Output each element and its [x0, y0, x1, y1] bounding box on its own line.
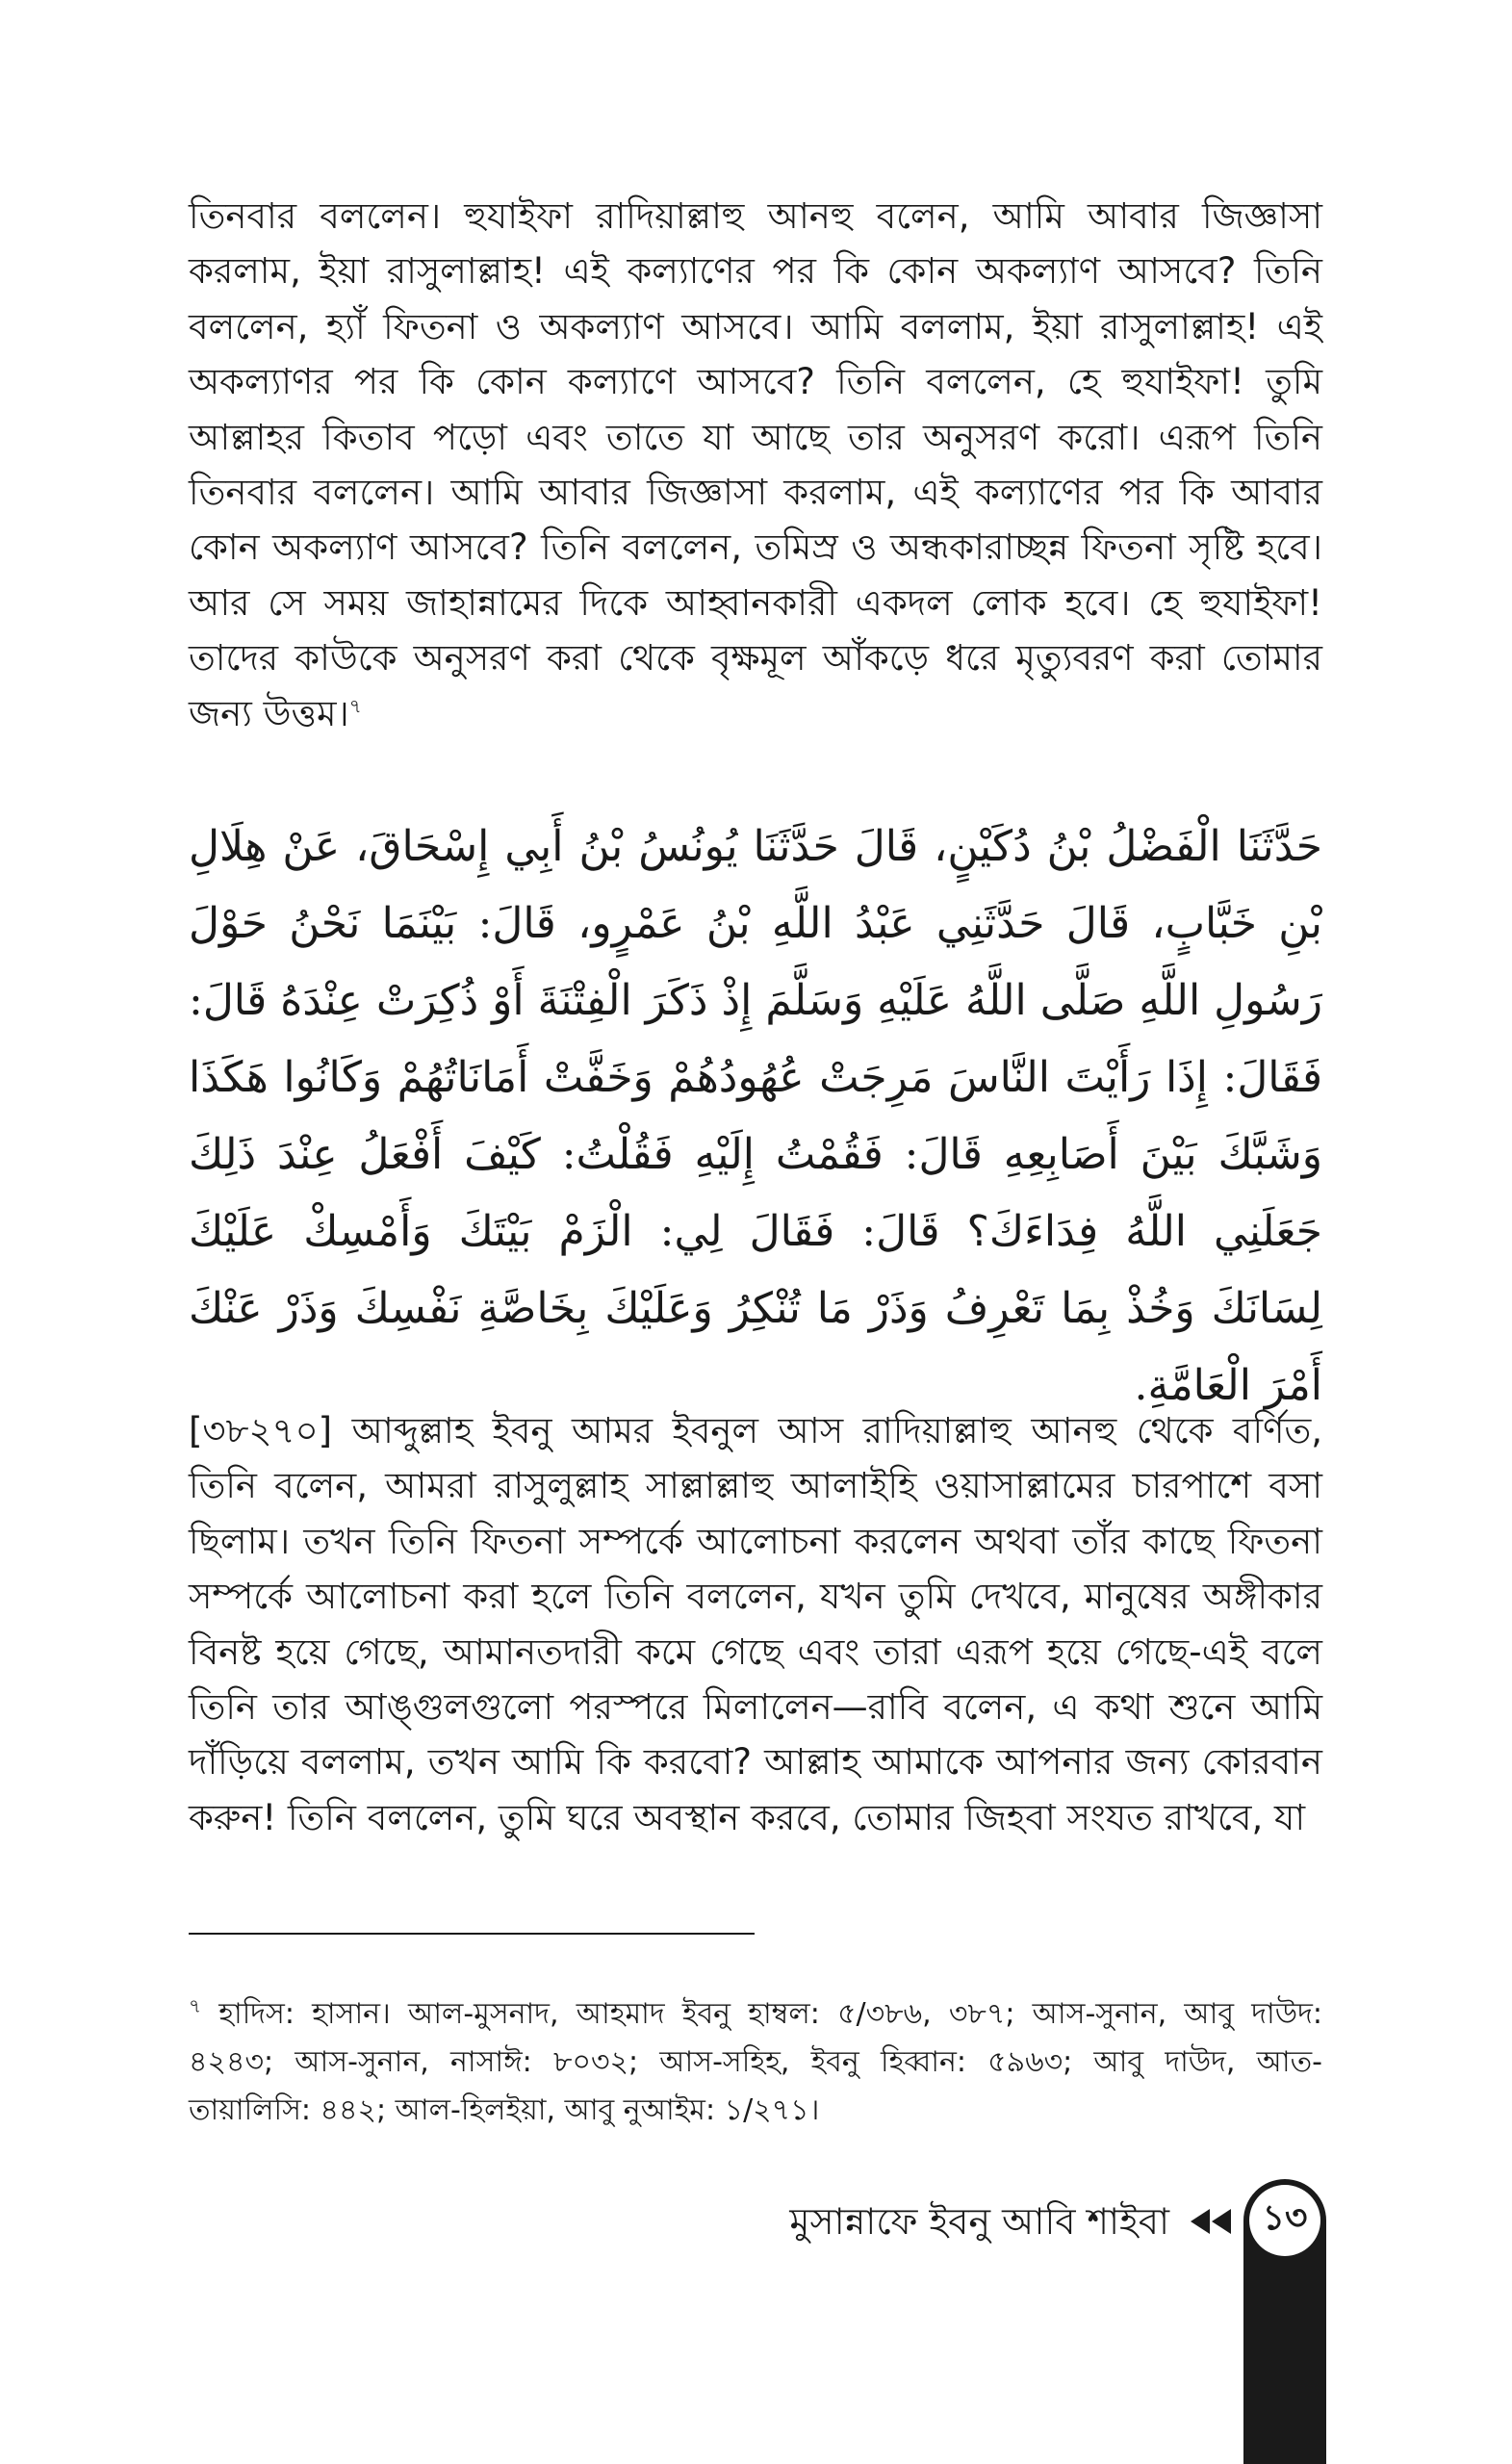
paragraph-2: [৩৮২৭০] আব্দুল্লাহ ইবনু আমর ইবনুল আস রাদিয়াল্লাহু আনহু থেকে বর্ণিত, তিনি বলেন, আমরা রাসুলুল্লাহ সাল্লাল্লাহু আলাইহি ওয়াসাল্লামের চারপাশে বসা ছিলাম। তখন তিনি ফিতনা সম্পর্কে আলোচনা করলেন অথবা তাঁর কাছে ফিতনা সম্পর্কে আলোচনা করা হলে তিনি বললেন, যখন তুমি দেখবে, মানুষের অঙ্গীকার বিনষ্ট হয়ে গেছে, আমানতদারী কমে গেছে এবং তারা এরূপ হয়ে গেছে-এই বলে তিনি তার আঙ্গুলগুলো পরস্পরে মিলালেন—রাবি বলেন, এ কথা শুনে আমি দাঁড়িয়ে বললাম, তখন আমি কি করবো? আল্লাহ আমাকে আপনার জন্য কোরবান করুন! তিনি বললেন, তুমি ঘরে অবস্থান করবে, তোমার জিহবা সংযত রাখবে, যা: [189, 1410, 1322, 1838]
book-title: মুসান্নাফে ইবনু আবি শাইবা: [789, 2200, 1169, 2243]
footnote-text: হাদিস: হাসান। আল-মুসনাদ, আহমাদ ইবনু হাম্বল: ৫/৩৮৬, ৩৮৭; আস-সুনান, আবু দাউদ: ৪২৪৩; আস-সুনান, নাসাঈ: ৮০৩২; আস-সহিহ, ইবনু হিব্বান: ৫৯৬৩; আবু দাউদ, আত-তায়ালিসি: ৪৪২; আল-হিলইয়া, আবু নুআইম: ১/২৭১।: [189, 1997, 1322, 2127]
paragraph-1: [189, 189, 1322, 741]
footnote-marker: ৭: [189, 1994, 202, 2017]
arabic-hadith-text: حَدَّثَنَا الْفَضْلُ بْنُ دُكَيْنٍ، قَالَ حَدَّثَنَا يُونُسُ بْنُ أَبِي إِسْحَاقَ، عَنْ هِلَالِ بْنِ خَبَّابٍ، قَالَ حَدَّثَنِي عَبْدُ اللَّهِ بْنُ عَمْرٍو، قَالَ: بَيْنَمَا نَحْنُ حَوْلَ رَسُولِ اللَّهِ صَلَّى اللَّهُ عَلَيْهِ وَسَلَّمَ إِذْ ذَكَرَ الْفِتْنَةَ أَوْ ذُكِرَتْ عِنْدَهُ قَالَ: فَقَالَ: إِذَا رَأَيْتَ النَّاسَ مَرِجَتْ عُهُودُهُمْ وَخَفَّتْ أَمَانَاتُهُمْ وَكَانُوا هَكَذَا وَشَبَّكَ بَيْنَ أَصَابِعِهِ قَالَ: فَقُمْتُ إِلَيْهِ فَقُلْتُ: كَيْفَ أَفْعَلُ عِنْدَ ذَلِكَ جَعَلَنِي اللَّهُ فِدَاءَكَ؟ قَالَ: فَقَالَ لِي: الْزَمْ بَيْتَكَ وَأَمْسِكْ عَلَيْكَ لِسَانَكَ وَخُذْ بِمَا تَعْرِفُ وَذَرْ مَا تُنْكِرُ وَعَلَيْكَ بِخَاصَّةِ نَفْسِكَ وَذَرْ عَنْكَ أَمْرَ الْعَامَّةِ.: [189, 822, 1322, 1410]
double-left-triangle-icon: [1187, 2197, 1241, 2246]
footnote-reference: ৭: [348, 694, 362, 718]
page-number: ১৩: [1249, 2185, 1320, 2256]
paragraph-1-text: তিনবার বললেন। হুযাইফা রাদিয়াল্লাহু আনহু বলেন, আমি আবার জিজ্ঞাসা করলাম, ইয়া রাসুলাল্লাহ! এই কল্যাণের পর কি কোন অকল্যাণ আসবে? তিনি বললেন, হ্যাঁ ফিতনা ও অকল্যাণ আসবে। আমি বললাম, ইয়া রাসুলাল্লাহ! এই অকল্যাণর পর কি কোন কল্যাণে আসবে? তিনি বললেন, হে হুযাইফা! তুমি আল্লাহর কিতাব পড়ো এবং তাতে যা আছে তার অনুসরণ করো। এরূপ তিনি তিনবার বললেন। আমি আবার জিজ্ঞাসা করলাম, এই কল্যাণের পর কি আবার কোন অকল্যাণ আসবে? তিনি বললেন, তমিস্র ও অন্ধকারাচ্ছন্ন ফিতনা সৃষ্টি হবে। আর সে সময় জাহান্নামের দিকে আহ্বানকারী একদল লোক হবে। হে হুযাইফা! তাদের কাউকে অনুসরণ করা থেকে বৃক্ষমূল আঁকড়ে ধরে মৃত্যুবরণ করা তোমার জন্য উত্তম।: [189, 195, 1322, 734]
footnote: [189, 1990, 1322, 2135]
footnote-divider: [189, 1933, 755, 1935]
